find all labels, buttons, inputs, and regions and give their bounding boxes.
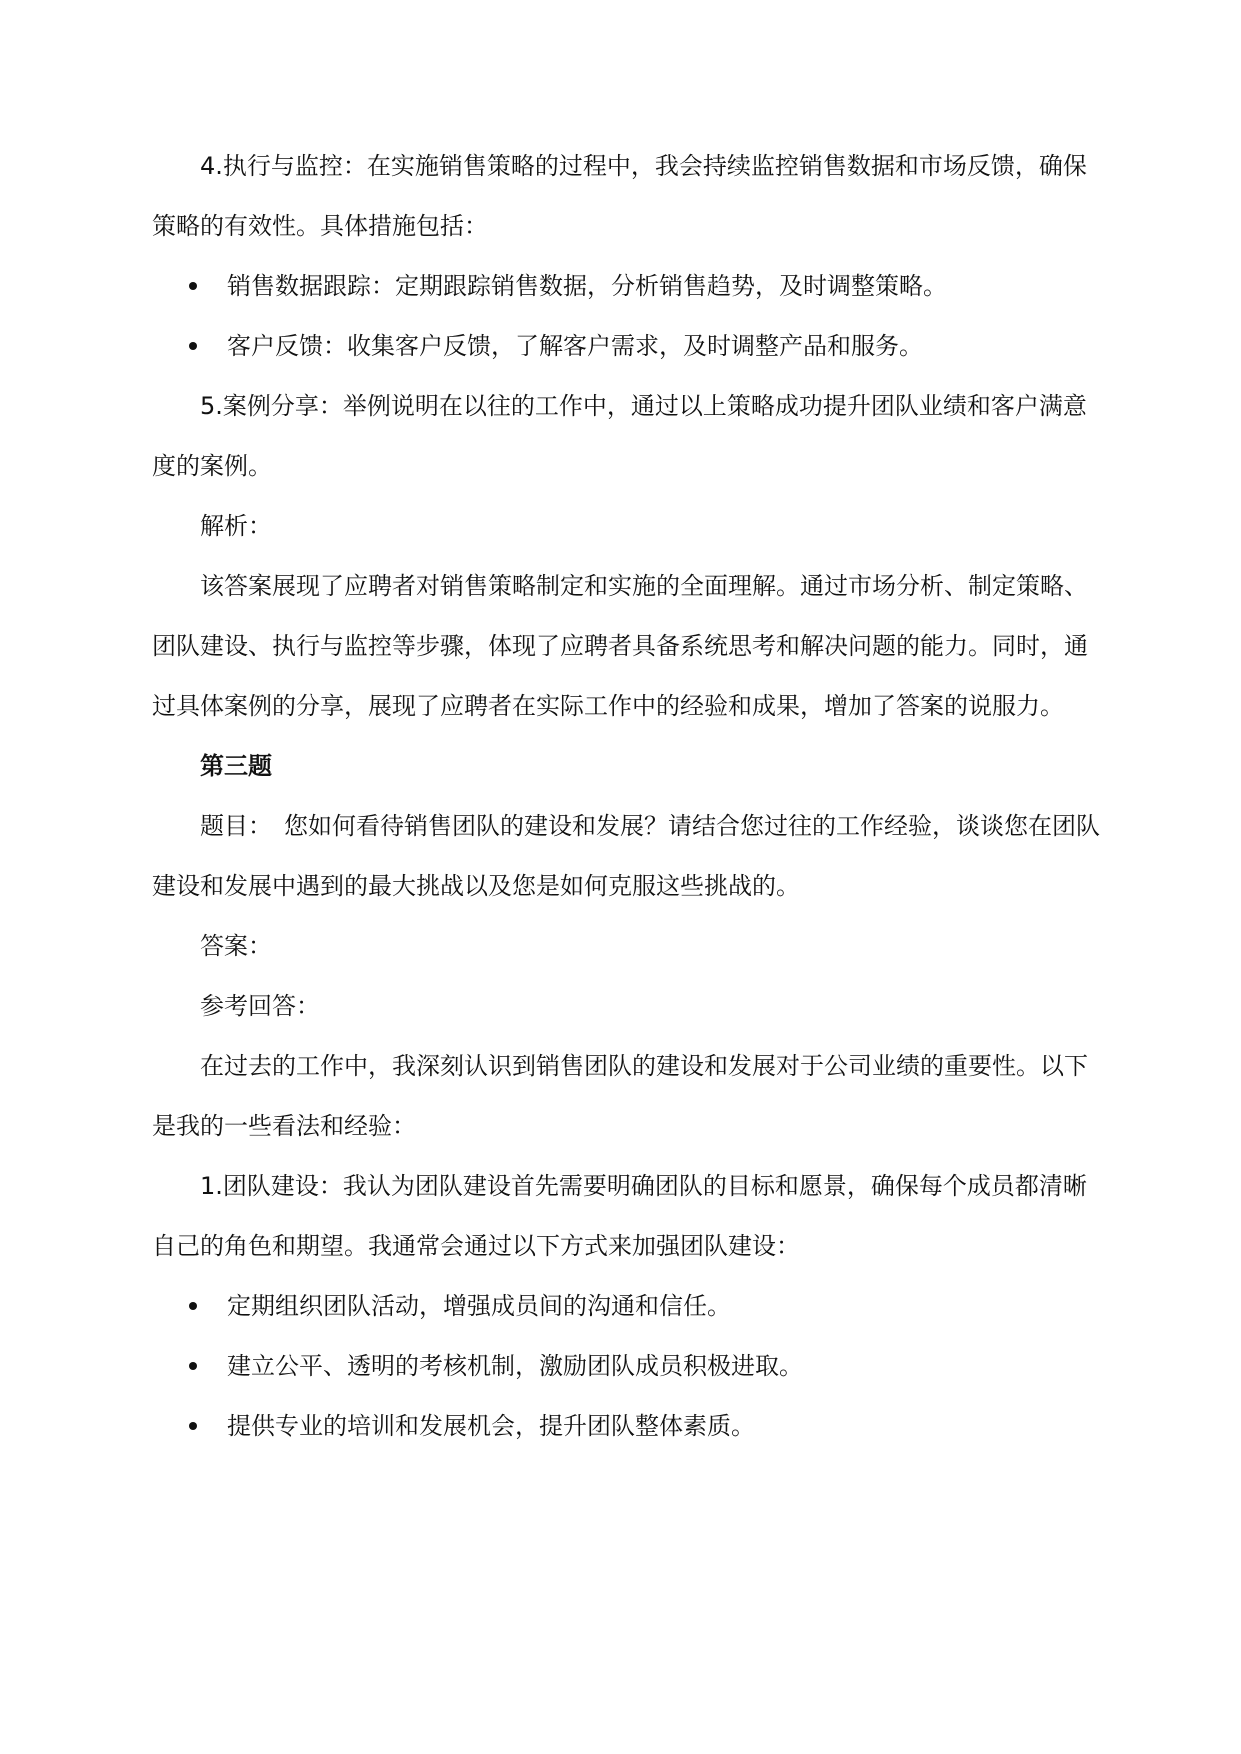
- bullet-text: 客户反馈：收集客户反馈，了解客户需求，及时调整产品和服务。: [227, 332, 923, 360]
- bullet-dot-icon: [189, 1362, 197, 1370]
- bullet-dot-icon: [189, 1302, 197, 1310]
- section-heading-question-three: 第三题: [200, 752, 272, 780]
- paragraph-analysis-body: 该答案展现了应聘者对销售策略制定和实施的全面理解。通过市场分析、制定策略、团队建设、执行与监控等步骤，体现了应聘者具备系统思考和解决问题的能力。同时，通过具体案例的分享，展现了应聘者在实际工作中的经验和成果，增加了答案的说服力。: [152, 572, 1088, 720]
- bullet-text: 建立公平、透明的考核机制，激励团队成员积极进取。: [227, 1352, 803, 1380]
- bullet-text: 定期组织团队活动，增强成员间的沟通和信任。: [227, 1292, 731, 1320]
- bullet-item-customer-feedback: [152, 316, 1102, 376]
- paragraph-execution-monitoring: 4.执行与监控：在实施销售策略的过程中，我会持续监控销售数据和市场反馈，确保策略的有效性。具体措施包括：: [152, 152, 1087, 240]
- bullet-item-training-opportunities: [152, 1396, 1102, 1456]
- document-body: [152, 136, 1102, 1456]
- bullet-item-assessment-mechanism: [152, 1336, 1102, 1396]
- bullet-text: 销售数据跟踪：定期跟踪销售数据，分析销售趋势，及时调整策略。: [227, 272, 947, 300]
- paragraph-question: 题目： 您如何看待销售团队的建设和发展？请结合您过往的工作经验，谈谈您在团队建设和发展中遇到的最大挑战以及您是如何克服这些挑战的。: [152, 812, 1100, 900]
- paragraph-case-sharing: 5.案例分享：举例说明在以往的工作中，通过以上策略成功提升团队业绩和客户满意度的案例。: [152, 392, 1087, 480]
- bullet-item-team-activities: [152, 1276, 1102, 1336]
- bullet-dot-icon: [189, 1422, 197, 1430]
- bullet-dot-icon: [189, 342, 197, 350]
- bullet-item-sales-data-tracking: [152, 256, 1102, 316]
- paragraph-reference-answer-label: 参考回答：: [200, 992, 320, 1020]
- paragraph-experience-intro: 在过去的工作中，我深刻认识到销售团队的建设和发展对于公司业绩的重要性。以下是我的一些看法和经验：: [152, 1052, 1088, 1140]
- bullet-text: 提供专业的培训和发展机会，提升团队整体素质。: [227, 1412, 755, 1440]
- bullet-dot-icon: [189, 282, 197, 290]
- paragraph-team-building: 1.团队建设：我认为团队建设首先需要明确团队的目标和愿景，确保每个成员都清晰自己的角色和期望。我通常会通过以下方式来加强团队建设：: [152, 1172, 1087, 1260]
- paragraph-answer-label: 答案：: [200, 932, 272, 960]
- paragraph-analysis-label: 解析：: [200, 512, 272, 540]
